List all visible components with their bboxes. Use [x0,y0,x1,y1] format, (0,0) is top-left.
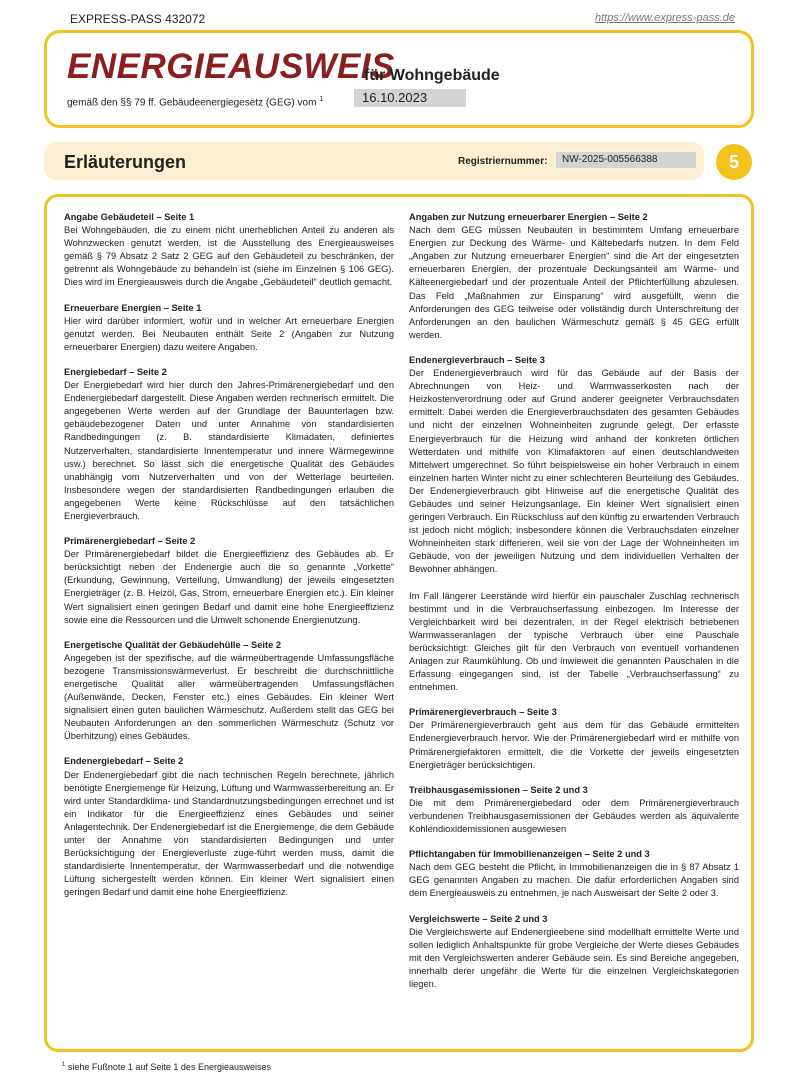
entry-text: Der Endenergiebedarf gibt die nach technischen Regeln berechnete, jährlich benötigte Energiemenge für Heizung, Lüftung und Warmwasserbereitung an. Er wird unter Standardklima- und Standardnutzungsbedingungen errechnet und ist ein Indikator für die Energieeffizienz eines Gebäudes und seiner Anlagentechnik. Der Endenergiebedarf ist die Energiemenge, die dem Gebäude unter der Annahme von standardisierten Bedingungen und unter Berücksichtigung der Energieverluste zuge-führt werden muss, damit die standardisierte Innentemperatur, der Warmwasserbedarf und die notwendige Lüftung sichergestellt werden können. Ein kleiner Wert signalisiert einen geringen Bedarf und damit eine hohe Energieeffizienz. [64,769,394,898]
entry-text: Der Energiebedarf wird hier durch den Jahres-Primärenergiebedarf und den Endenergiebedarf dargestellt. Diese Angaben werden rechnerisch ermittelt. Die angegebenen Werte werden auf der Grundlage der Bauunterlagen bzw. gebäudebezogener Daten und unter Annahme von standardisierten Randbedingungen (z. B. standardisierte Klimadaten, definiertes Nutzerverhalten, standardisierte Innentemperatur und innere Wärmegewinne usw.) berechnet. So lässt sich die energetische Qualität des Gebäudes unabhängig vom Nutzerverhalten und von der Wetterlage beurteilen. Insbesondere wegen der standardisierten Randbedingungen erlauben die angegebenen Werte keine Rückschlüsse auf den tatsächlichen Energieverbrauch. [64,380,394,521]
explanation-entry [64,302,394,354]
entry-text: Die Vergleichswerte auf Endenergieebene sind modellhaft ermittelte Werte und sollen lediglich Anhaltspunkte für grobe Vergleiche der Werte dieses Gebäudes mit den Vergleichswerten anderer Gebäude sein. Es sind Bereiche angegeben, innerhalb derer ungefähr die Werte für die einzelnen Vergleichskategorien liegen. [409,926,739,989]
entry-text: Im Fall längerer Leerstände wird hierfür ein pauschaler Zuschlag rechnerisch bestimmt und in die Verbrauchserfassung einbezogen. Im Interesse der Vergleichbarkeit wird bei dezentralen, in der Regel elektrisch betriebenen Warmwasseranlagen der typische Verbrauch über eine Pauschale berücksichtigt: Gleiches gilt für den Verbrauch von eventuell vorhandenen Anlagen zur Raumkühlung. Ob und inwieweit die genannten Pauschalen in die Erfassung eingegangen sind, ist der Tabelle „Verbrauchserfassung“ zu entnehmen. [409,590,739,693]
section-header [44,142,704,180]
top-line [70,12,735,28]
entry-heading: Erneuerbare Energien – Seite 1 [64,302,202,313]
entry-heading: Angabe Gebäudeteil – Seite 1 [64,212,195,222]
explanation-entry [409,913,739,992]
entry-text: Hier wird darüber informiert, wofür und in welcher Art erneuerbare Energien genutzt werden. Bei Neubauten enthält Seite 2 (Angaben zur Nutzung erneuerbarer Energien) dazu weitere Angaben. [64,315,394,352]
explanation-entry [409,784,739,836]
entry-heading: Energetische Qualität der Gebäudehülle – Seite 2 [64,639,281,650]
website-link[interactable]: https://www.express-pass.de [594,12,735,24]
entry-heading: Angaben zur Nutzung erneuerbarer Energien – Seite 2 [409,212,648,222]
explanation-entry [409,354,739,694]
explanation-entry [409,706,739,771]
date-field[interactable]: 16.10.2023 [354,89,466,107]
explanation-entry [409,848,739,900]
explanation-entry [409,211,739,342]
entry-heading: Vergleichswerte – Seite 2 und 3 [409,913,548,924]
entry-heading: Primärenergiebedarf – Seite 2 [64,536,196,547]
legal-text: gemäß den §§ 79 ff. Gebäudeenergiegesetz (GEG) vom [67,97,317,109]
registration-label: Registriernummer: [458,156,548,167]
footnote-marker: 1 [62,1062,66,1068]
explanation-entry [64,535,394,627]
explanation-entry [64,755,394,899]
legal-reference [67,96,323,108]
page-footnote [62,1062,271,1072]
document-id: EXPRESS-PASS 432072 [70,12,206,26]
explanation-entry [64,211,394,290]
entry-heading: Primärenergieverbrauch – Seite 3 [409,707,557,718]
entry-text: Angegeben ist der spezifische, auf die wärmeübertragende Umfassungsfläche bezogene Transmissionswärmeverlust. Er beschreibt die durchschnittliche energetische Qualität aller wärmeübertragenden Umfassungsflächen (Außenwände, Decken, Fenster etc.) eines Gebäudes. Ein kleiner Wert signalisiert einen guten baulichen Wärmeschutz. Außerdem stellt das GEG bei Neubauten Anforderungen an den sommerlichen Wärmeschutz (Schutz vor Überhitzung) eines Gebäudes. [64,652,394,742]
entry-text: Der Primärenergieverbrauch geht aus dem für das Gebäude ermittelten Endenergieverbrauch hervor. Wie der Primärenergiebedarf wird er mithilfe von Primärenergiefaktoren ermittelt, die die Vorkette der jeweils eingesetzten Energieträger berücksichtigen. [409,720,739,770]
explanation-entry [64,639,394,744]
entry-text: Der Endenergieverbrauch wird für das Gebäude auf der Basis der Abrechnungen von Heiz- und Warmwasserkosten nach der Heizkostenverordnung oder auf Grund anderer geeigneter Verbrauchsdaten ermittelt. Dabei werden die Energieverbrauchsdaten des gesamten Gebäudes und nicht der einzelnen Wohneinheiten zugrunde gelegt. Der erfasste Energieverbrauch für die Heizung wird anhand der konkreten örtlichen Wetterdaten und mithilfe von Klimafaktoren auf einen deutschlandweiten Mittelwert umgerechnet. So führt beispielsweise ein hoher Verbrauch in einem einzelnen harten Winter nicht zu einer schlechteren Beurteilung des Gebäudes. Der Endenergieverbrauch gibt Hinweise auf die energetische Qualität des Gebäudes und seiner Heizungsanlage. Ein kleiner Wert signalisiert einen geringen Verbrauch. Ein Rückschluss auf den künftig zu erwartenden Verbrauch ist jedoch nicht möglich; insbesondere können die Verbrauchsdaten einzelner Wohneinheiten stark differieren, weil sie von der Lage der Wohneinheiten im Gebäude, von der jeweiligen Nutzung und dem individuellen Verhalten der Bewohner abhängen. [409,368,739,575]
document-subtitle: für Wohngebäude [364,67,500,84]
entry-text: Bei Wohngebäuden, die zu einem nicht unerheblichen Anteil zu anderen als Wohnzwecken genutzt werden, ist die Ausstellung des Energieausweises gemäß § 79 Absatz 2 Satz 2 GEG auf den Gebäudeteil zu beschränken, der getrennt als Wohngebäude zu behandeln ist (siehe im Einzelnen § 106 GEG). Dies wird im Energieausweis durch die Angabe „Gebäudeteil“ deutlich gemacht. [64,225,394,288]
registration-number-field[interactable]: NW-2025-005566388 [556,152,696,168]
header-box [44,30,754,128]
footnote-marker: 1 [319,96,324,103]
entry-text: Nach dem GEG besteht die Pflicht, in Immobilienanzeigen die in § 87 Absatz 1 GEG genannten Angaben zu machen. Die dafür erforderlichen Angaben sind dem Energieausweis zu entnehmen, je nach Ausweisart der Seite 2 oder 3. [409,862,739,899]
entry-text: Nach dem GEG müssen Neubauten in bestimmtem Umfang erneuerbare Energien zur Deckung des Wärme- und Kältebedarfs nutzen. In dem Feld „Angaben zur Nutzung erneuerbarer Energien“ sind die Art der eingesetzten erneuerbaren Energien, der prozentuale Deckungsanteil am Wärme- und Kälteenergiebedarf und der prozentuale Anteil der Pflichterfüllung abzulesen. Das Feld „Maßnahmen zur Einsparung“ wird ausgefüllt, wenn die Anforderungen des GEG teilweise oder vollständig durch Unterschreitung der Anforderungen an den baulichen Wärmeschutz gemäß § 45 GEG erfüllt werden. [409,225,739,340]
explanation-entry [64,366,394,523]
document-title: ENERGIEAUSWEIS [67,47,395,86]
entry-heading: Pflichtangaben für Immobilienanzeigen – Seite 2 und 3 [409,849,650,860]
content-box [44,194,754,1052]
entry-heading: Endenergiebedarf – Seite 2 [64,756,184,767]
footnote-text: siehe Fußnote 1 auf Seite 1 des Energieausweises [67,1062,271,1072]
section-title: Erläuterungen [64,152,187,172]
right-column [409,211,739,1003]
entry-text: Der Primärenergiebedarf bildet die Energieeffizienz des Gebäudes ab. Er berücksichtigt neben der Endenergie auch die so genannte „Vorkette“ (Erkundung, Gewinnung, Verteilung, Umwandlung) der jeweils eingesetzten Energieträger (z. B. Heizöl, Gas, Strom, erneuerbare Energien etc.). Ein kleiner Wert signalisiert einen geringen Bedarf und damit eine hohe Energieeffizienz sowie eine die Ressourcen und die Umwelt schonende Energienutzung. [64,549,394,625]
left-column [64,211,394,912]
page-number-badge: 5 [716,144,752,180]
entry-heading: Energiebedarf – Seite 2 [64,366,167,377]
entry-text: Die mit dem Primärenergiebedard oder dem Primärenergieverbrauch verbundenen Treibhausgasemissionen der Gebäudes werden als äquivalente Kohlendioxidemissionen ausgewiesen [409,797,739,835]
entry-heading: Endenergieverbrauch – Seite 3 [409,354,545,365]
entry-heading: Treibhausgasemissionen – Seite 2 und 3 [409,784,588,795]
